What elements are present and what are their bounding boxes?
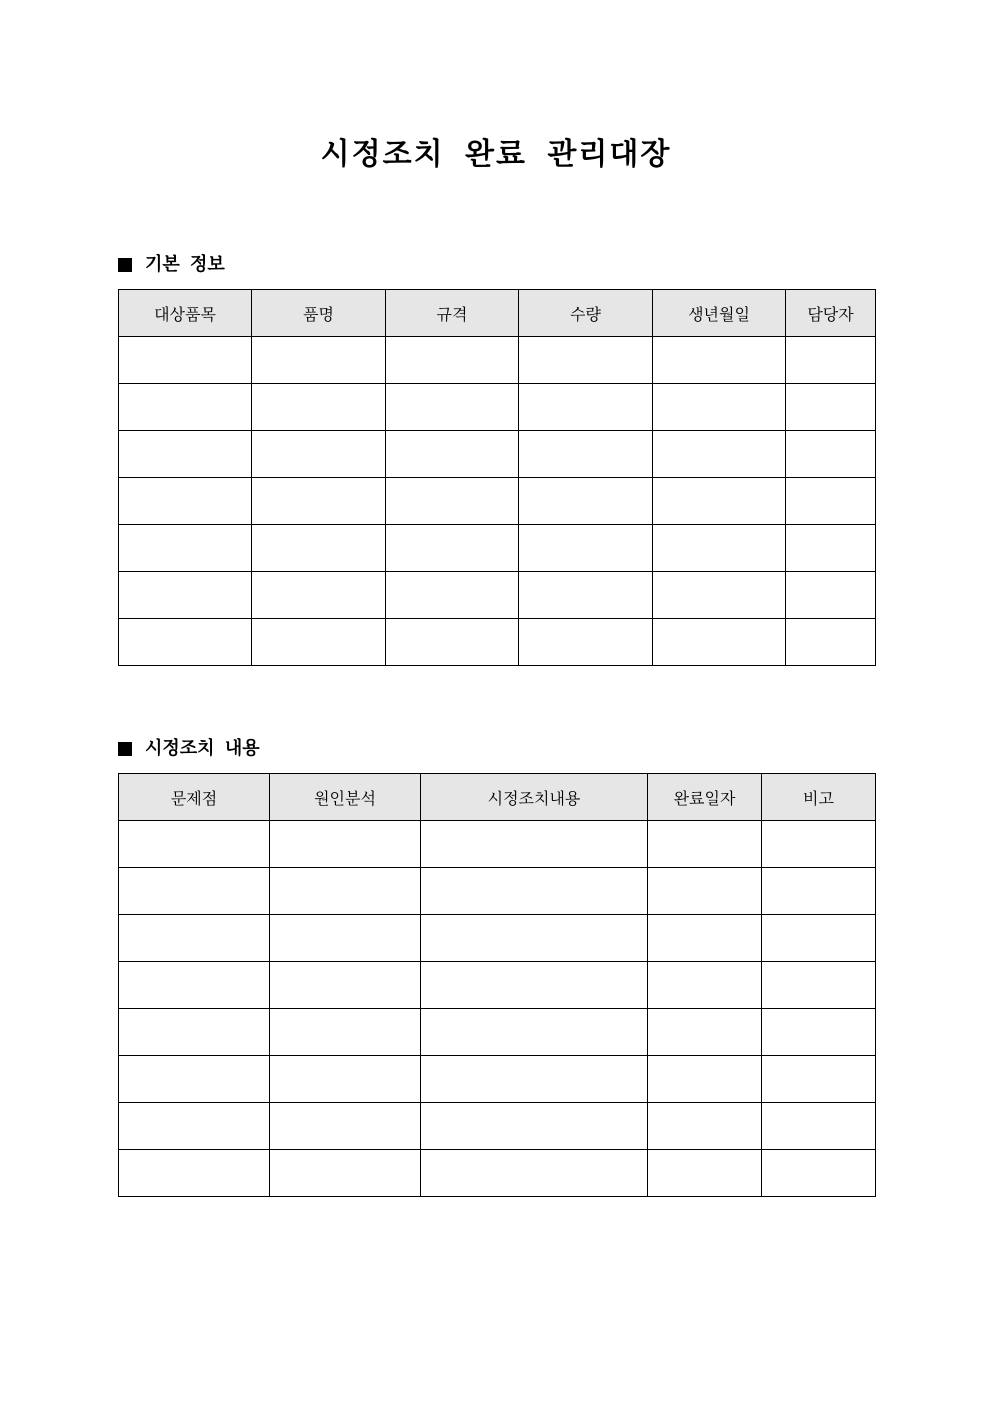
table-cell[interactable] (519, 337, 653, 384)
table-row (119, 915, 876, 962)
column-header: 문제점 (119, 774, 270, 821)
table-cell[interactable] (786, 619, 876, 666)
table-cell[interactable] (386, 337, 519, 384)
table-cell[interactable] (252, 619, 386, 666)
table-cell[interactable] (119, 572, 252, 619)
table-cell[interactable] (421, 868, 648, 915)
table-cell[interactable] (421, 1056, 648, 1103)
table-cell[interactable] (270, 868, 421, 915)
table-cell[interactable] (119, 915, 270, 962)
column-header: 규격 (386, 290, 519, 337)
table-cell[interactable] (119, 619, 252, 666)
table-cell[interactable] (519, 478, 653, 525)
table-cell[interactable] (270, 915, 421, 962)
table-header-row (119, 774, 876, 821)
table-cell[interactable] (421, 1103, 648, 1150)
table-cell[interactable] (762, 915, 876, 962)
table-cell[interactable] (119, 1103, 270, 1150)
table-cell[interactable] (648, 1009, 762, 1056)
table-cell[interactable] (762, 821, 876, 868)
table-cell[interactable] (519, 431, 653, 478)
section-basic-info-heading (118, 253, 225, 277)
table-cell[interactable] (270, 1103, 421, 1150)
table-row (119, 868, 876, 915)
table-cell[interactable] (762, 1103, 876, 1150)
table-cell[interactable] (119, 337, 252, 384)
square-bullet-icon (118, 742, 132, 756)
section-basic-info-label: 기본 정보 (145, 254, 225, 275)
table-cell[interactable] (386, 572, 519, 619)
document-title: 시정조치 완료 관리대장 (320, 137, 672, 172)
table-cell[interactable] (653, 337, 786, 384)
table-cell[interactable] (786, 384, 876, 431)
table-cell[interactable] (786, 337, 876, 384)
table-cell[interactable] (653, 384, 786, 431)
table-cell[interactable] (653, 572, 786, 619)
table-row (119, 619, 876, 666)
table-cell[interactable] (270, 1150, 421, 1197)
table-row (119, 478, 876, 525)
table-row (119, 384, 876, 431)
table-cell[interactable] (252, 384, 386, 431)
table-cell[interactable] (421, 821, 648, 868)
table-cell[interactable] (786, 572, 876, 619)
table-cell[interactable] (252, 431, 386, 478)
table-cell[interactable] (119, 868, 270, 915)
corrective-action-table (118, 773, 876, 1197)
column-header: 수량 (519, 290, 653, 337)
column-header: 완료일자 (648, 774, 762, 821)
table-cell[interactable] (648, 868, 762, 915)
table-cell[interactable] (386, 431, 519, 478)
square-bullet-icon (118, 258, 132, 272)
table-cell[interactable] (270, 1009, 421, 1056)
table-cell[interactable] (762, 1009, 876, 1056)
table-row (119, 431, 876, 478)
column-header: 시정조치내용 (421, 774, 648, 821)
column-header: 생년월일 (653, 290, 786, 337)
table-cell[interactable] (386, 478, 519, 525)
table-cell[interactable] (119, 1056, 270, 1103)
table-cell[interactable] (762, 962, 876, 1009)
table-cell[interactable] (786, 431, 876, 478)
table-cell[interactable] (648, 1150, 762, 1197)
basic-info-table (118, 289, 876, 666)
column-header: 원인분석 (270, 774, 421, 821)
table-cell[interactable] (653, 431, 786, 478)
column-header: 담당자 (786, 290, 876, 337)
table-cell[interactable] (386, 525, 519, 572)
table-row (119, 572, 876, 619)
table-cell[interactable] (519, 525, 653, 572)
table-row (119, 821, 876, 868)
table-cell[interactable] (119, 821, 270, 868)
table-cell[interactable] (270, 962, 421, 1009)
table-cell[interactable] (519, 619, 653, 666)
table-cell[interactable] (519, 572, 653, 619)
table-row (119, 1056, 876, 1103)
table-row (119, 962, 876, 1009)
table-row (119, 1150, 876, 1197)
table-cell[interactable] (786, 478, 876, 525)
section-corrective-action-label: 시정조치 내용 (145, 738, 260, 759)
table-cell[interactable] (762, 868, 876, 915)
table-cell[interactable] (648, 821, 762, 868)
table-cell[interactable] (648, 915, 762, 962)
table-cell[interactable] (519, 384, 653, 431)
section-corrective-action-heading (118, 737, 260, 761)
table-cell[interactable] (421, 1150, 648, 1197)
table-cell[interactable] (386, 384, 519, 431)
column-header: 비고 (762, 774, 876, 821)
table-cell[interactable] (270, 821, 421, 868)
table-cell[interactable] (648, 1103, 762, 1150)
table-cell[interactable] (119, 525, 252, 572)
table-cell[interactable] (421, 1009, 648, 1056)
table-cell[interactable] (119, 1009, 270, 1056)
table-cell[interactable] (252, 572, 386, 619)
table-cell[interactable] (653, 525, 786, 572)
table-cell[interactable] (653, 478, 786, 525)
table-cell[interactable] (270, 1056, 421, 1103)
table-row (119, 1103, 876, 1150)
table-cell[interactable] (252, 525, 386, 572)
column-header: 대상품목 (119, 290, 252, 337)
table-cell[interactable] (762, 1150, 876, 1197)
table-cell[interactable] (252, 478, 386, 525)
table-row (119, 525, 876, 572)
table-cell[interactable] (119, 1150, 270, 1197)
table-row (119, 337, 876, 384)
table-cell[interactable] (386, 619, 519, 666)
table-cell[interactable] (648, 1056, 762, 1103)
table-cell[interactable] (653, 619, 786, 666)
table-cell[interactable] (762, 1056, 876, 1103)
table-cell[interactable] (648, 962, 762, 1009)
table-cell[interactable] (252, 337, 386, 384)
table-cell[interactable] (786, 525, 876, 572)
table-cell[interactable] (119, 962, 270, 1009)
table-header-row (119, 290, 876, 337)
table-cell[interactable] (421, 915, 648, 962)
table-row (119, 1009, 876, 1056)
table-cell[interactable] (119, 431, 252, 478)
column-header: 품명 (252, 290, 386, 337)
table-cell[interactable] (421, 962, 648, 1009)
table-cell[interactable] (119, 478, 252, 525)
table-cell[interactable] (119, 384, 252, 431)
